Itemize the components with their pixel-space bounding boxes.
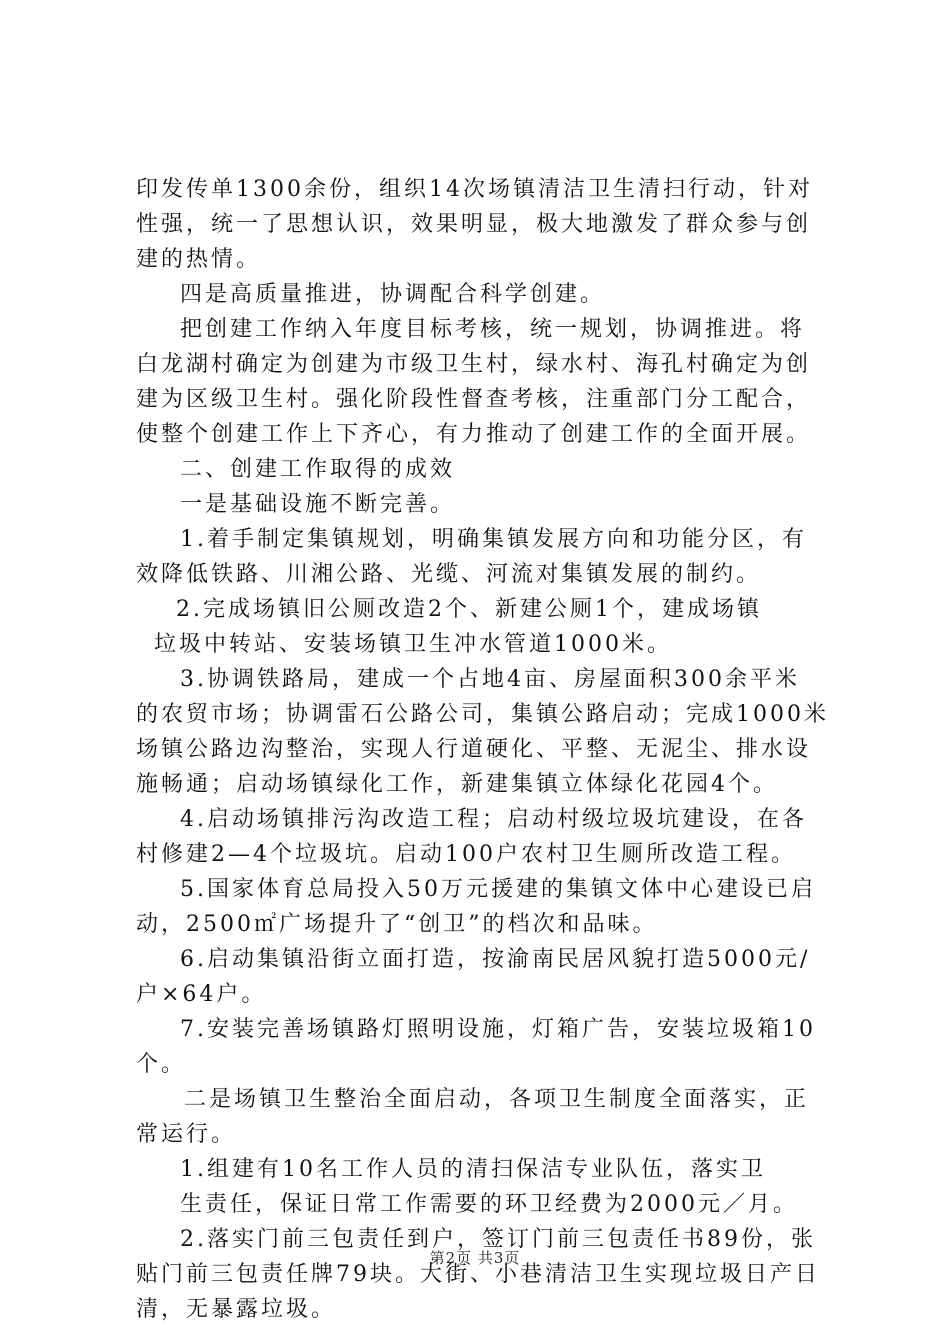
text-line: 印发传单1300余份，组织14次场镇清洁卫生清扫行动，针对 <box>136 177 813 202</box>
text-line: 二、创建工作取得的成效 <box>180 457 456 482</box>
text-line: 5.国家体育总局投入50万元援建的集镇文体中心建设已启 <box>180 877 816 902</box>
document-body <box>136 172 836 1327</box>
text-line: 2.完成场镇旧公厕改造2个、新建公厕1个，建成场镇 <box>176 597 762 622</box>
text-line: 效降低铁路、川湘公路、光缆、河流对集镇发展的制约。 <box>136 562 762 587</box>
text-line: 户×64户。 <box>136 982 267 1007</box>
text-line: 场镇公路边沟整治，实现人行道硬化、平整、无泥尘、排水设 <box>136 737 812 762</box>
text-line: 4.启动场镇排污沟改造工程；启动村级垃圾坑建设，在各 <box>180 807 807 832</box>
text-line: 四是高质量推进，协调配合科学创建。 <box>180 282 606 307</box>
text-line: 性强，统一了思想认识，效果明显，极大地激发了群众参与创 <box>136 212 812 237</box>
text-line: 清，无暴露垃圾。 <box>136 1297 337 1322</box>
text-line: 常运行。 <box>136 1122 237 1147</box>
text-line: 垃圾中转站、安装场镇卫生冲水管道1000米。 <box>154 632 672 657</box>
text-line: 村修建2—4个垃圾坑。启动100户农村卫生厕所改造工程。 <box>136 842 796 867</box>
text-line: 二是场镇卫生整治全面启动，各项卫生制度全面落实，正 <box>184 1087 810 1112</box>
text-line: 生责任，保证日常工作需要的环卫经费为2000元／月。 <box>180 1192 798 1217</box>
text-line: 建为区级卫生村。强化阶段性督查考核，注重部门分工配合， <box>136 387 812 412</box>
text-line: 建的热情。 <box>136 247 262 272</box>
text-line: 1.组建有10名工作人员的清扫保洁专业队伍，落实卫 <box>180 1157 766 1182</box>
text-line: 动，2500㎡广场提升了“创卫”的档次和品味。 <box>136 912 658 937</box>
page-footer: 第2页 共3页 <box>429 1249 521 1267</box>
text-line: 的农贸市场；协调雷石公路公司，集镇公路启动；完成1000米 <box>136 702 829 727</box>
text-line: 贴门前三包责任牌79块。大街、小巷清洁卫生实现垃圾日产日 <box>136 1262 820 1287</box>
text-line: 3.协调铁路局，建成一个占地4亩、房屋面积300余平米 <box>180 667 800 692</box>
text-line: 1.着手制定集镇规划，明确集镇发展方向和功能分区，有 <box>180 527 807 552</box>
text-line: 一是基础设施不断完善。 <box>180 492 456 517</box>
text-line: 白龙湖村确定为创建为市级卫生村，绿水村、海孔村确定为创 <box>136 352 812 377</box>
text-line: 把创建工作纳入年度目标考核，统一规划，协调推进。将 <box>180 317 806 342</box>
text-line: 施畅通；启动场镇绿化工作，新建集镇立体绿化花园4个。 <box>136 772 778 797</box>
text-line: 个。 <box>136 1052 187 1077</box>
text-line: 使整个创建工作上下齐心，有力推动了创建工作的全面开展。 <box>136 422 812 447</box>
text-line: 6.启动集镇沿街立面打造，按渝南民居风貌打造5000元/ <box>180 947 811 972</box>
text-line: 7.安装完善场镇路灯照明设施，灯箱广告，安装垃圾箱10 <box>180 1017 816 1042</box>
text-line: 2.落实门前三包责任到户，签订门前三包责任书89份，张 <box>180 1227 816 1252</box>
